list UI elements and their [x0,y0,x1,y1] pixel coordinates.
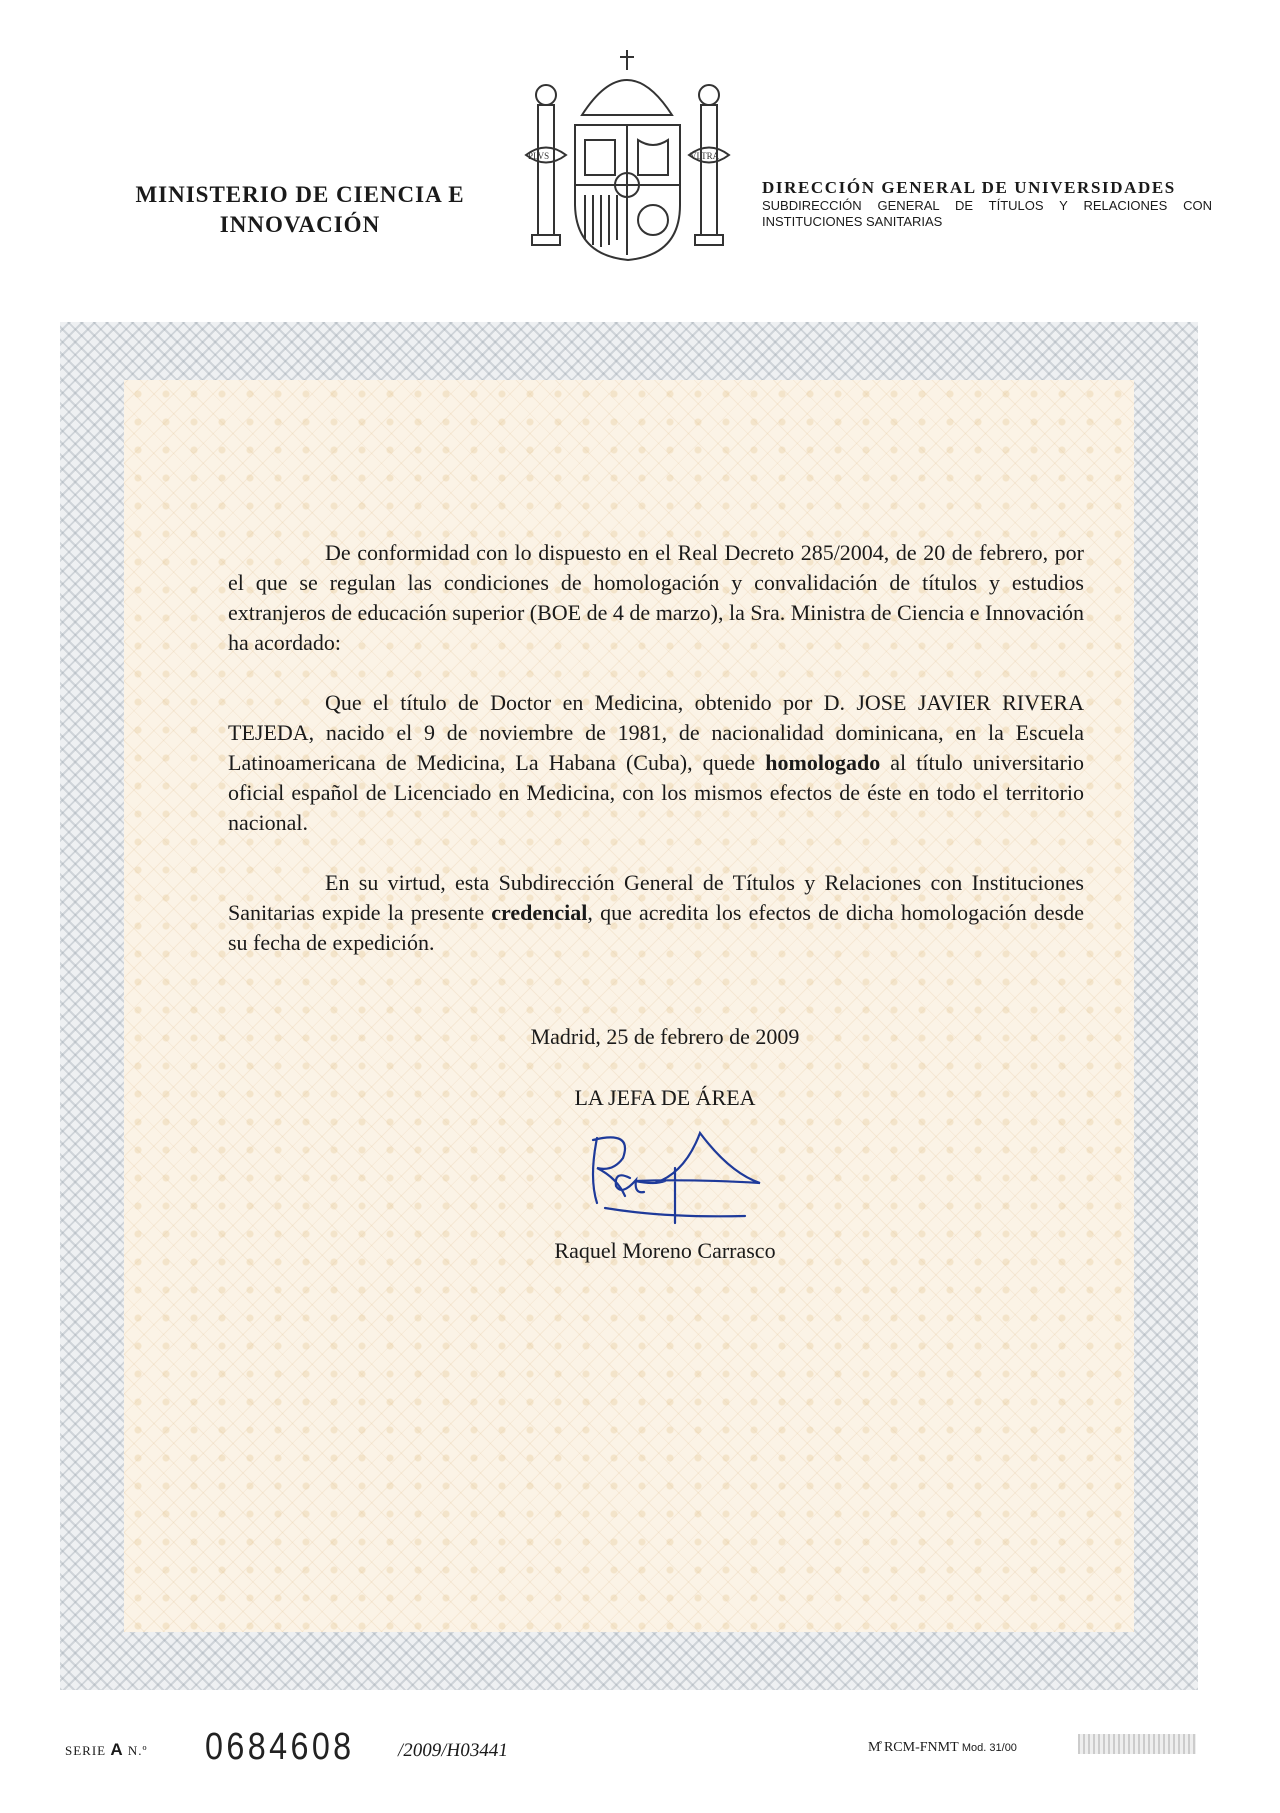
serial-number: 0684608 [205,1726,355,1768]
handwritten-signature [585,1128,775,1228]
place-date: Madrid, 25 de febrero de 2009 [530,1024,800,1049]
svg-text:PLVS: PLVS [528,151,550,161]
serie-label: SERIE A N.º [65,1740,148,1759]
security-strip [1078,1734,1196,1754]
signer-role: LA JEFA DE ÁREA [574,1085,756,1110]
paragraph-3: En su virtud, esta Subdirección General de Títulos y Relaciones con Instituciones Sanitarias expide la presente credencial, que acredita los efectos de dicha homologación desde su fecha de expedición. [228,870,1084,955]
ministry-name: MINISTERIO DE CIENCIA E INNOVACIÓN [135,182,465,237]
printer-mark: M̊ RCM-FNMT Mod. 31/00 [868,1740,1017,1755]
signer-name: Raquel Moreno Carrasco [554,1238,776,1263]
credential-text [228,538,1084,988]
directorate-heading [762,178,1212,230]
footer [0,1726,1280,1770]
guilloche-border [60,322,1198,1690]
paragraph-2: Que el título de Doctor en Medicina, obtenido por D. JOSE JAVIER RIVERA TEJEDA, nacido el 9 de noviembre de 1981, de nacionalidad dominicana, en la Escuela Latinoamericana de Medicina, La Habana (Cuba), quede homologado al título universitario oficial español de Licenciado en Medicina, con los mismos efectos de éste en todo el territorio nacional. [228,690,1084,835]
paragraph-1: De conformidad con lo dispuesto en el Real Decreto 285/2004, de 20 de febrero, por el que se regulan las condiciones de homologación y convalidación de títulos y estudios extranjeros de educación superior (BOE de 4 de marzo), la Sra. Ministra de Ciencia e Innovación ha acordado: [228,540,1084,655]
coat-of-arms-icon [520,45,735,265]
svg-text:VLTRA: VLTRA [690,151,720,161]
directorate-subtitle: SUBDIRECCIÓN GENERAL DE TÍTULOS Y RELACIONES CON INSTITUCIONES SANITARIAS [762,198,1212,229]
directorate-title: DIRECCIÓN GENERAL DE UNIVERSIDADES [762,178,1176,197]
serial-suffix: /2009/H03441 [396,1740,510,1761]
